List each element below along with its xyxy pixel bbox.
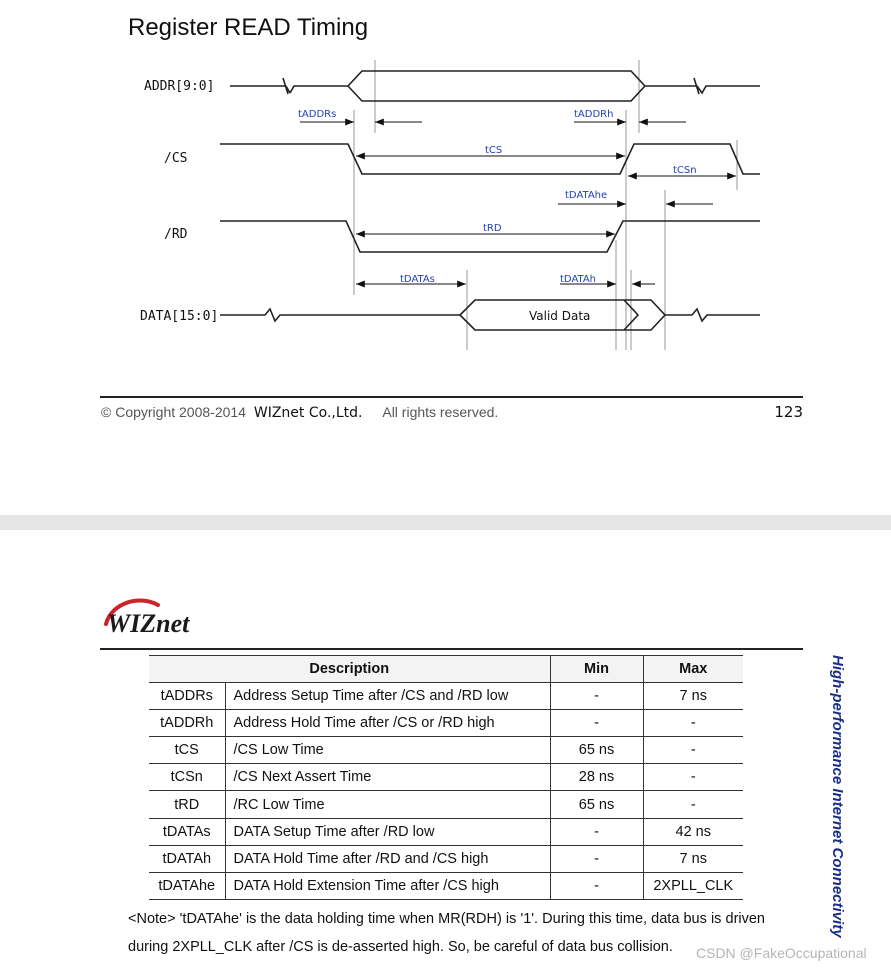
data-wave (220, 300, 760, 330)
header-max: Max (643, 656, 743, 683)
table-row (149, 764, 743, 791)
cell-description: /CS Next Assert Time (225, 764, 550, 791)
table-header-row (149, 656, 743, 683)
side-banner (824, 655, 846, 970)
cell-description: DATA Hold Time after /RD and /CS high (225, 845, 550, 872)
note-paragraph: <Note> 'tDATAhe' is the data holding time when MR(RDH) is '1'. During this time, data bus is driven during 2XPLL_CLK after /CS is de-asserted high. So, be careful of data bus collision. (128, 911, 765, 955)
timing-label-tdatah: tDATAh (560, 274, 597, 285)
cell-min: - (550, 845, 643, 872)
table-row (149, 845, 743, 872)
cell-min: 65 ns (550, 737, 643, 764)
cell-symbol: tDATAh (149, 845, 225, 872)
cell-max: 42 ns (643, 818, 743, 845)
cell-description: DATA Setup Time after /RD low (225, 818, 550, 845)
header-min: Min (550, 656, 643, 683)
header-rule (100, 648, 803, 650)
timing-label-tdatas: tDATAs (400, 274, 435, 285)
timing-label-tcs: tCS (485, 145, 503, 156)
side-banner-text: High-performance Internet Connectivity (829, 655, 846, 938)
cell-description: Address Hold Time after /CS or /RD high (225, 710, 550, 737)
cell-description: Address Setup Time after /CS and /RD low (225, 683, 550, 710)
cell-symbol: tADDRs (149, 683, 225, 710)
valid-data-label: Valid Data (529, 309, 591, 323)
table-row (149, 737, 743, 764)
cell-max: - (643, 710, 743, 737)
footer-rule (100, 396, 803, 398)
cell-symbol: tDATAs (149, 818, 225, 845)
signal-label-cs: /CS (164, 151, 188, 166)
cell-min: - (550, 683, 643, 710)
page-separator (0, 515, 891, 530)
table-row (149, 818, 743, 845)
logo-text: WIZnet (107, 609, 190, 638)
table-row (149, 710, 743, 737)
cell-max: 7 ns (643, 683, 743, 710)
header-description: Description (149, 656, 550, 683)
cell-description: /RC Low Time (225, 791, 550, 818)
signal-label-rd: /RD (164, 227, 188, 242)
cell-description: /CS Low Time (225, 737, 550, 764)
timing-spec-table (149, 655, 743, 900)
company-name: WIZnet Co.,Ltd. (253, 405, 363, 421)
cell-symbol: tADDRh (149, 710, 225, 737)
signal-label-addr: ADDR[9:0] (144, 79, 215, 94)
watermark: CSDN @FakeOccupational (696, 945, 867, 961)
timing-label-taddrh: tADDRh (574, 109, 614, 120)
table-row (149, 872, 743, 899)
cell-min: - (550, 872, 643, 899)
cell-symbol: tDATAhe (149, 872, 225, 899)
timing-diagram (0, 0, 891, 400)
timing-label-taddrs: tADDRs (298, 109, 337, 120)
page-title: Register READ Timing (128, 14, 369, 41)
cell-min: 28 ns (550, 764, 643, 791)
cell-description: DATA Hold Extension Time after /CS high (225, 872, 550, 899)
cell-min: - (550, 710, 643, 737)
timing-arrows (300, 122, 736, 284)
copyright-footer (101, 404, 498, 421)
copyright-text: © Copyright 2008-2014 (101, 404, 246, 420)
addr-wave (230, 71, 760, 101)
table-row (149, 683, 743, 710)
cell-min: - (550, 818, 643, 845)
cell-symbol: tCSn (149, 764, 225, 791)
wiznet-logo (102, 596, 214, 638)
cell-max: 2XPLL_CLK (643, 872, 743, 899)
rights-text: All rights reserved. (382, 404, 499, 420)
cell-symbol: tRD (149, 791, 225, 818)
reference-lines (354, 60, 737, 350)
table-row (149, 791, 743, 818)
timing-label-tcsn: tCSn (673, 165, 697, 176)
timing-label-tdatahe: tDATAhe (565, 190, 608, 201)
cell-max: - (643, 791, 743, 818)
page-number: 123 (774, 403, 803, 421)
cell-symbol: tCS (149, 737, 225, 764)
signal-label-data: DATA[15:0] (140, 309, 219, 324)
cell-max: 7 ns (643, 845, 743, 872)
timing-label-trd: tRD (483, 223, 502, 234)
cell-max: - (643, 737, 743, 764)
cell-min: 65 ns (550, 791, 643, 818)
cell-max: - (643, 764, 743, 791)
